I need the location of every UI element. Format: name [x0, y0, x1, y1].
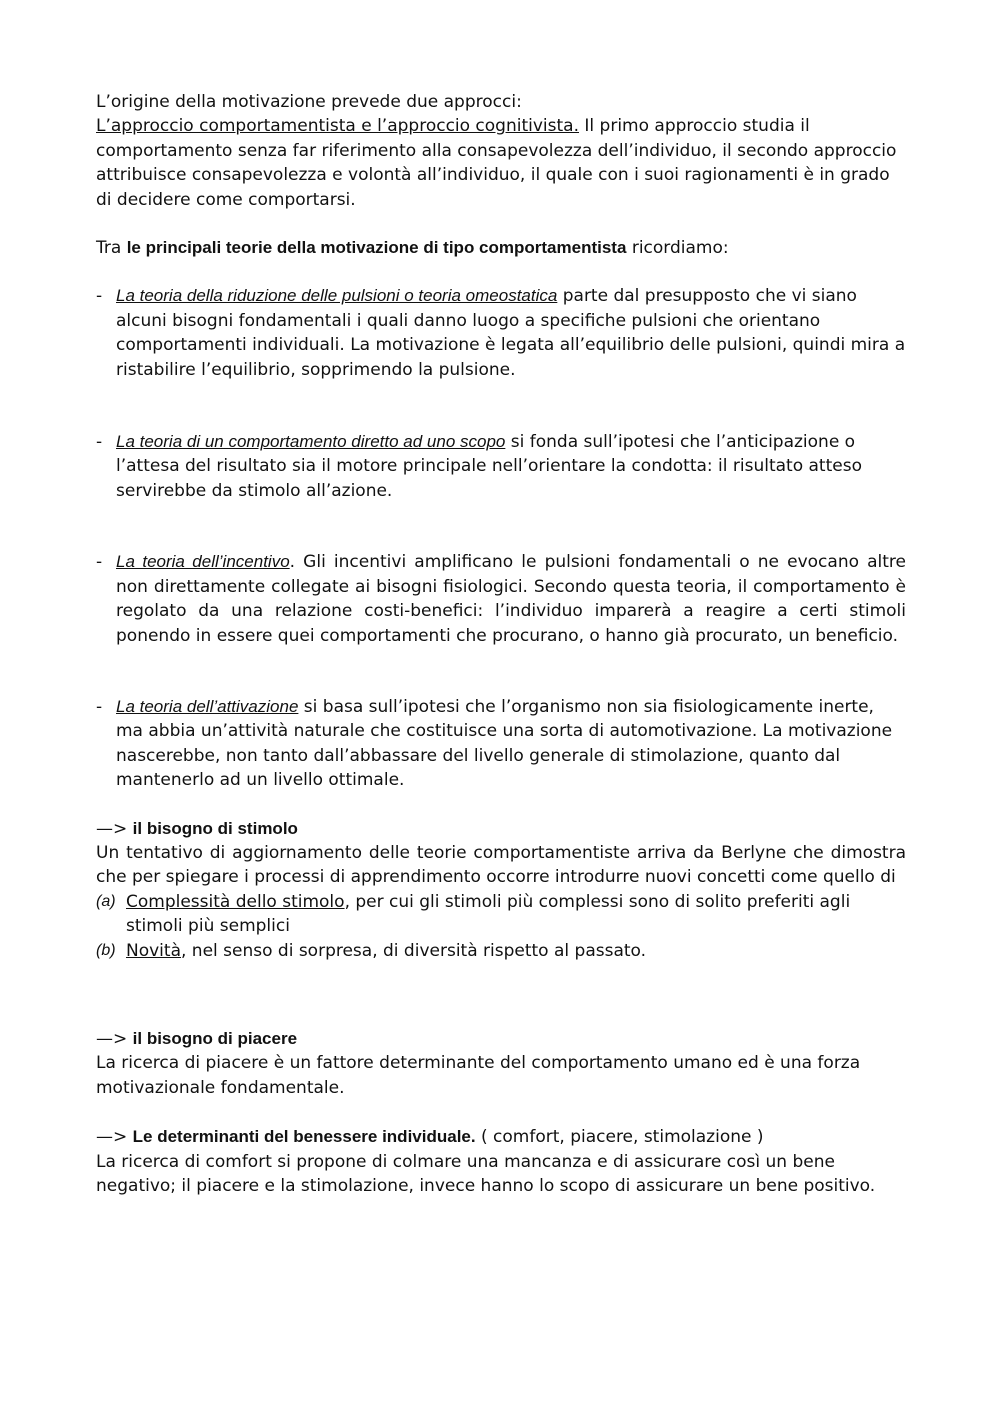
theory-text: si fonda sull’ipotesi che l’anticipazione o l’attesa del risultato sia il motore principale nell’orientare la condotta: il risultato atteso servirebbe da stimolo all’azione.: [116, 432, 862, 501]
list-dash: -: [96, 552, 103, 573]
theory-item: [96, 284, 906, 382]
arrow-icon: —>: [96, 1028, 133, 1049]
theories-heading: Tra le principali teorie della motivazione di tipo comportamentista ricordiamo:: [96, 238, 729, 259]
approaches-underlined: L’approccio comportamentista e l’approccio cognitivista.: [96, 116, 579, 137]
theory-item: [96, 430, 906, 503]
list-dash: -: [96, 696, 103, 717]
approaches-text: Il primo approccio studia il comportamento senza far riferimento alla consapevolezza dell’individuo, il secondo approccio attribuisce consapevolezza e volontà all’individuo, il quale con i suoi ragionamenti è in grado di decidere come comportarsi.: [96, 116, 897, 210]
list-dash: -: [96, 286, 103, 307]
list-item: (a) Complessità dello stimolo, per cui gli stimoli più complessi sono di solito preferiti agli stimoli più semplici: [96, 891, 851, 937]
section-heading-stimolo: —> il bisogno di stimolo: [96, 818, 298, 839]
list-term: Complessità dello stimolo: [126, 891, 345, 912]
theories-heading-bold: le principali teorie della motivazione di tipo comportamentista: [126, 238, 627, 258]
theory-title: La teoria dell’attivazione: [116, 696, 299, 716]
theory-title: La teoria di un comportamento diretto ad uno scopo: [116, 432, 506, 452]
theory-item: [96, 695, 906, 793]
piacere-text: La ricerca di piacere è un fattore determinante del comportamento umano ed è una forza motivazionale fondamentale.: [96, 1053, 861, 1098]
list-marker: (b): [96, 941, 116, 959]
theory-text: si basa sull’ipotesi che l’organismo non sia fisiologicamente inerte, ma abbia un’attività naturale che costituisce una sorta di automotivazione. La motivazione nascerebbe, non tanto dall’abbassare del livello generale di stimolazione, quanto dal mantenerlo ad un livello ottimale.: [116, 696, 893, 791]
list-dash: -: [96, 432, 103, 453]
list-item: (b) Novità, nel senso di sorpresa, di diversità rispetto al passato.: [96, 939, 906, 963]
theory-text: parte dal presupposto che vi siano alcuni bisogni fondamentali i quali danno luogo a specifiche pulsioni che orientano comportamenti individuali. La motivazione è legata all’equilibrio delle pulsioni, quindi mira a ristabilire l’equilibrio, sopprimendo la pulsione.: [116, 286, 906, 380]
intro-paragraph: [96, 114, 906, 212]
arrow-icon: —>: [96, 818, 133, 839]
section-heading-piacere: —> il bisogno di piacere: [96, 1028, 298, 1049]
theory-title: La teoria dell’incentivo: [116, 552, 290, 572]
benessere-text: La ricerca di comfort si propone di colmare una mancanza e di assicurare così un bene negativo; il piacere e la stimolazione, invece hanno lo scopo di assicurare un bene positivo.: [96, 1151, 876, 1196]
theory-text: . Gli incentivi amplificano le pulsioni fondamentali o ne evocano altre non direttamente collegate ai bisogni fisiologici. Secondo questa teoria, il comportamento è regolato da una relazione costi-benefici: l’individuo imparerà a reagire a certi stimoli ponendo in essere quei comportamenti che procurano, o hanno già procurato, un beneficio.: [116, 552, 906, 646]
section-heading-benessere: —> Le determinanti del benessere individuale. ( comfort, piacere, stimolazione ): [96, 1127, 764, 1148]
list-term: Novità: [126, 940, 181, 961]
stimolo-intro: Un tentativo di aggiornamento delle teorie comportamentiste arriva da Berlyne che dimostra che per spiegare i processi di apprendimento occorre introdurre nuovi concetti come quello di: [96, 842, 906, 888]
list-marker: (a): [96, 892, 116, 910]
arrow-icon: —>: [96, 1127, 133, 1148]
theory-item: [96, 550, 906, 648]
document-page: [96, 90, 906, 1198]
intro-line: L’origine della motivazione prevede due approcci:: [96, 92, 522, 112]
theory-title: La teoria della riduzione delle pulsioni o teoria omeostatica: [116, 286, 558, 306]
